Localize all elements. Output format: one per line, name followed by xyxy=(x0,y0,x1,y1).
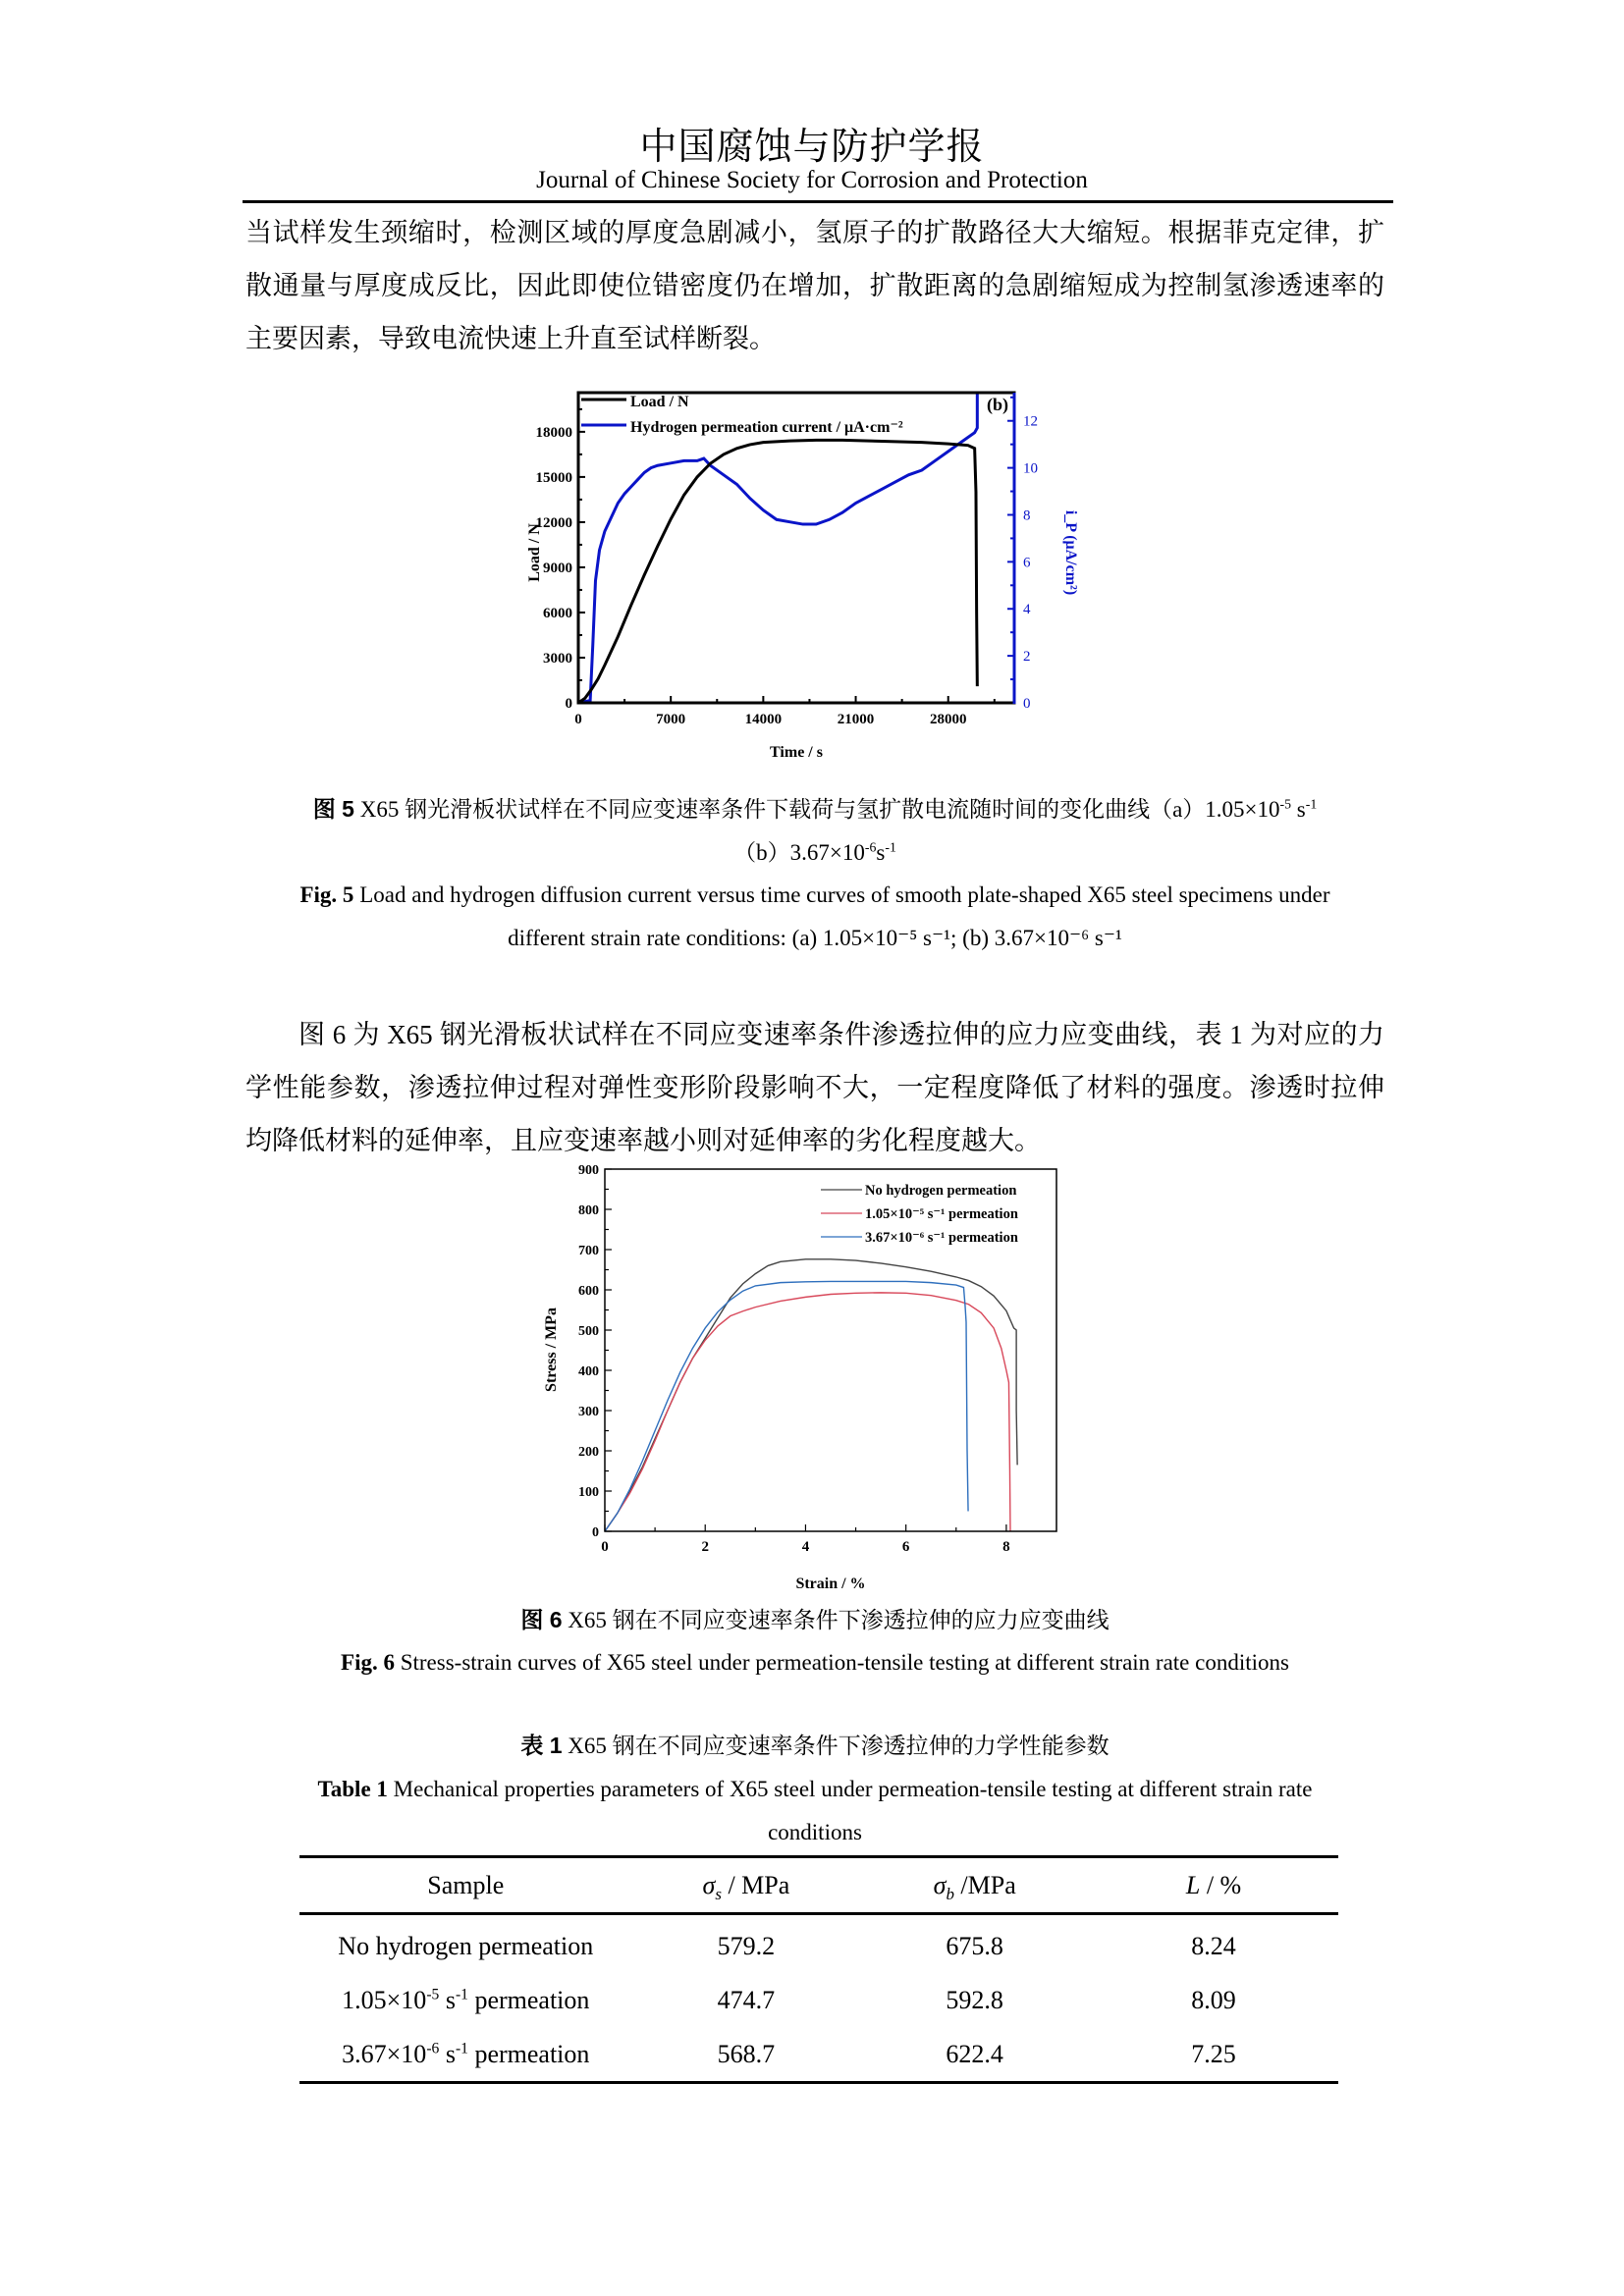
header-rule xyxy=(243,200,1393,203)
figure-6-chart xyxy=(520,1153,1090,1605)
fig5-label-en: Fig. 5 xyxy=(299,882,354,907)
y-axis-title: Load / N xyxy=(526,523,543,582)
series-line-rate-2 xyxy=(605,1281,968,1531)
y-tick-label: 12000 xyxy=(535,514,572,531)
y2-tick-label: 0 xyxy=(1023,696,1031,712)
legend-label-rate-1: 1.05×10⁻⁵ s⁻¹ permeation xyxy=(865,1206,1018,1222)
table-row xyxy=(299,2027,1338,2083)
cell-sample: $3.67\times 10^{-6}$ $s^{-1}$ permeation xyxy=(342,2039,590,2068)
legend-label-current: Hydrogen permeation current / μA·cm⁻² xyxy=(630,419,903,436)
y-tick-label: 100 xyxy=(578,1485,599,1500)
fig5-caption-en: Fig. 5 Load and hydrogen diffusion current versus time curves of smooth plate-shaped X65 steel specimens under different strain rate conditions: (a) 1.05×10⁻⁵ s⁻¹; (b) 3.67×10⁻⁶ s⁻¹ xyxy=(299,882,1330,950)
legend xyxy=(821,1183,1018,1246)
fig6-caption-cn: 图 6 X65 钢在不同应变速率条件下渗透拉伸的应力应变曲线 xyxy=(520,1607,1110,1632)
x-tick-label: 0 xyxy=(601,1539,609,1555)
x-tick-label: 6 xyxy=(901,1539,910,1555)
legend-label-load: Load / N xyxy=(630,394,689,410)
y-tick-label: 3000 xyxy=(543,650,572,667)
cell-sigma-b: 592.8 xyxy=(946,1985,1003,2014)
table-row xyxy=(299,1973,1338,2027)
mechanical-properties-table xyxy=(299,1855,1338,2084)
table-row xyxy=(299,1914,1338,1974)
y-tick-label: 700 xyxy=(578,1244,599,1258)
y2-tick-label: 6 xyxy=(1023,555,1031,571)
y-tick-label: 300 xyxy=(578,1405,599,1419)
y-tick-label: 500 xyxy=(578,1324,599,1339)
header-elongation: L / % xyxy=(1185,1870,1242,1899)
fig6-label-cn: 图 6 xyxy=(520,1607,563,1632)
cell-sigma-s: 474.7 xyxy=(717,1985,776,2014)
y-tick-label: 0 xyxy=(565,696,572,712)
table-header-row xyxy=(299,1857,1338,1914)
plot-frame xyxy=(605,1169,1056,1531)
cell-elongation: 8.24 xyxy=(1191,1931,1236,1960)
x-tick-label: 21000 xyxy=(837,712,875,727)
header-sigma-b: $\sigma_b$ /MPa xyxy=(933,1870,1016,1903)
fig5-label-cn: 图 5 xyxy=(312,796,354,822)
y-axis-title: Stress / MPa xyxy=(543,1308,560,1392)
y-tick-label: 200 xyxy=(578,1445,599,1460)
cell-elongation: 7.25 xyxy=(1191,2039,1236,2068)
x-tick-label: 28000 xyxy=(929,712,967,727)
journal-title-cn: 中国腐蚀与防护学报 xyxy=(639,127,985,168)
header-sample: Sample xyxy=(427,1870,505,1899)
journal-title-en: Journal of Chinese Society for Corrosion and Protection xyxy=(536,167,1088,193)
header-sigma-s: $\sigma_s$ / MPa xyxy=(702,1870,790,1903)
table1-label-cn: 表 1 xyxy=(520,1733,563,1758)
y2-tick-label: 10 xyxy=(1023,460,1038,477)
panel-label: (b) xyxy=(987,395,1008,414)
table1-caption-cn: 表 1 X65 钢在不同应变速率条件下渗透拉伸的力学性能参数 xyxy=(520,1733,1110,1758)
x-tick-label: 4 xyxy=(801,1539,810,1555)
series-line-rate-1 xyxy=(605,1293,1010,1531)
x-axis-title: Time / s xyxy=(770,744,823,761)
y2-tick-label: 4 xyxy=(1023,602,1031,618)
y-tick-label: 15000 xyxy=(535,469,572,486)
legend xyxy=(581,394,903,436)
body-paragraph-2: 图 6 为 X65 钢光滑板状试样在不同应变速率条件渗透拉伸的应力应变曲线，表 1 为对应的力学性能参数，渗透拉伸过程对弹性变形阶段影响不大，一定程度降低了材料的强度。渗透时拉伸均降低材料的延伸率，且应变速率越小则对延伸率的劣化程度越大。 xyxy=(245,1020,1384,1155)
cell-sigma-b: 622.4 xyxy=(946,2039,1003,2068)
y2-tick-label: 2 xyxy=(1023,649,1031,666)
legend-label-no-hydrogen: No hydrogen permeation xyxy=(865,1183,1017,1199)
cell-sigma-b: 675.8 xyxy=(946,1931,1003,1960)
fig6-caption-en: Fig. 6 Stress-strain curves of X65 steel under permeation-tensile testing at different strain rate conditions xyxy=(341,1650,1289,1675)
legend-label-rate-2: 3.67×10⁻⁶ s⁻¹ permeation xyxy=(865,1230,1018,1246)
series-line-hydrogen-current xyxy=(578,393,977,703)
y-tick-label: 800 xyxy=(578,1203,599,1218)
y-tick-label: 400 xyxy=(578,1364,599,1379)
x-tick-label: 8 xyxy=(1002,1539,1010,1555)
table1-caption-en: Table 1 Mechanical properties parameters of X65 steel under permeation-tensile testing at different strain rate conditions xyxy=(317,1777,1313,1844)
x-tick-label: 7000 xyxy=(656,712,686,727)
cell-sample: $1.05\times 10^{-5}$ $s^{-1}$ permeation xyxy=(342,1985,590,2014)
y-tick-label: 9000 xyxy=(543,560,572,576)
x-tick-label: 2 xyxy=(701,1539,709,1555)
y-tick-label: 18000 xyxy=(535,424,572,441)
x-axis-title: Strain / % xyxy=(795,1575,866,1592)
cell-sigma-s: 579.2 xyxy=(717,1931,776,1960)
body-paragraph-1: 当试样发生颈缩时，检测区域的厚度急剧减小，氢原子的扩散路径大大缩短。根据菲克定律，扩散通量与厚度成反比，因此即使位错密度仍在增加，扩散距离的急剧缩短成为控制氢渗透速率的主要因素，导致电流快速上升直至试样断裂。 xyxy=(245,218,1384,353)
x-tick-label: 14000 xyxy=(744,712,783,727)
fig6-label-en: Fig. 6 xyxy=(341,1650,395,1675)
figure-5-chart xyxy=(491,378,1100,771)
cell-sigma-s: 568.7 xyxy=(717,2039,776,2068)
table1-label-en: Table 1 xyxy=(317,1777,388,1801)
y-tick-label: 900 xyxy=(578,1163,599,1178)
y2-axis-title: i_P (μA/cm²) xyxy=(1062,509,1079,596)
fig5-caption-cn: 图 5 X65 钢光滑板状试样在不同应变速率条件下载荷与氢扩散电流随时间的变化曲线$(a)1.05\times 10^{-5}$ $s^{-1}$ $(b)3.67\times 10^{-6}s^{-1}$ xyxy=(312,796,1318,865)
cell-sample: No hydrogen permeation xyxy=(338,1931,594,1960)
y-tick-label: 600 xyxy=(578,1284,599,1299)
x-tick-label: 0 xyxy=(574,712,582,727)
y-tick-label: 6000 xyxy=(543,605,572,621)
y2-tick-label: 12 xyxy=(1023,413,1038,430)
y2-tick-label: 8 xyxy=(1023,507,1031,524)
y-tick-label: 0 xyxy=(592,1525,599,1540)
cell-elongation: 8.09 xyxy=(1191,1985,1236,2014)
